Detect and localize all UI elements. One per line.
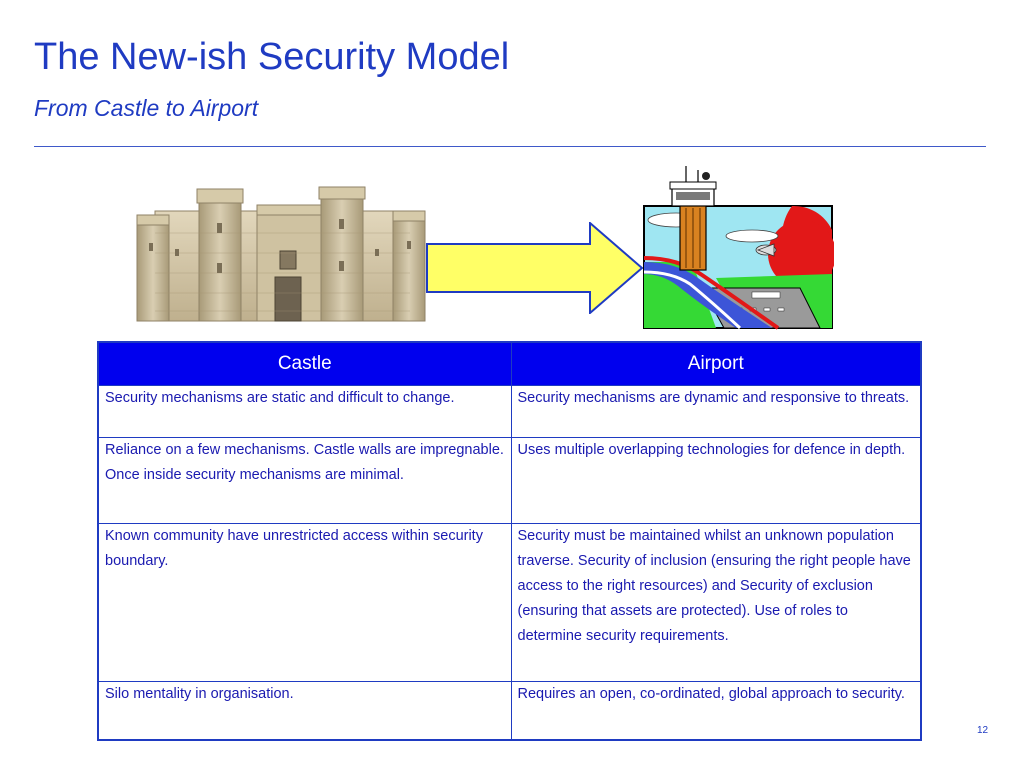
page-number: 12 <box>977 725 989 736</box>
header-castle: Castle <box>98 342 511 386</box>
castle-cell: Reliance on a few mechanisms. Castle walls are impregnable. Once inside security mechanisms are minimal. <box>98 438 511 524</box>
comparison-table <box>97 341 922 741</box>
table-row <box>98 386 921 438</box>
airport-cell: Requires an open, co-ordinated, global approach to security. <box>511 682 921 740</box>
right-arrow-icon <box>426 222 644 314</box>
slide-subtitle: From Castle to Airport <box>34 95 259 121</box>
slide-title: The New-ish Security Model <box>34 36 510 78</box>
castle-icon <box>135 183 427 323</box>
castle-cell: Security mechanisms are static and difficult to change. <box>98 386 511 438</box>
castle-cell: Silo mentality in organisation. <box>98 682 511 740</box>
table-row <box>98 438 921 524</box>
table-row <box>98 524 921 682</box>
title-divider <box>34 146 986 147</box>
castle-cell: Known community have unrestricted access within security boundary. <box>98 524 511 682</box>
table-row <box>98 682 921 740</box>
airport-cell: Security must be maintained whilst an unknown population traverse. Security of inclusion (ensuring the right people have access to the right resources) and Security of exclusion (ensuring that assets are protected). Use of roles to determine security requirements. <box>511 524 921 682</box>
airport-icon <box>632 158 834 330</box>
airport-cell: Uses multiple overlapping technologies for defence in depth. <box>511 438 921 524</box>
header-airport: Airport <box>511 342 921 386</box>
table-header-row <box>98 342 921 386</box>
airport-cell: Security mechanisms are dynamic and responsive to threats. <box>511 386 921 438</box>
